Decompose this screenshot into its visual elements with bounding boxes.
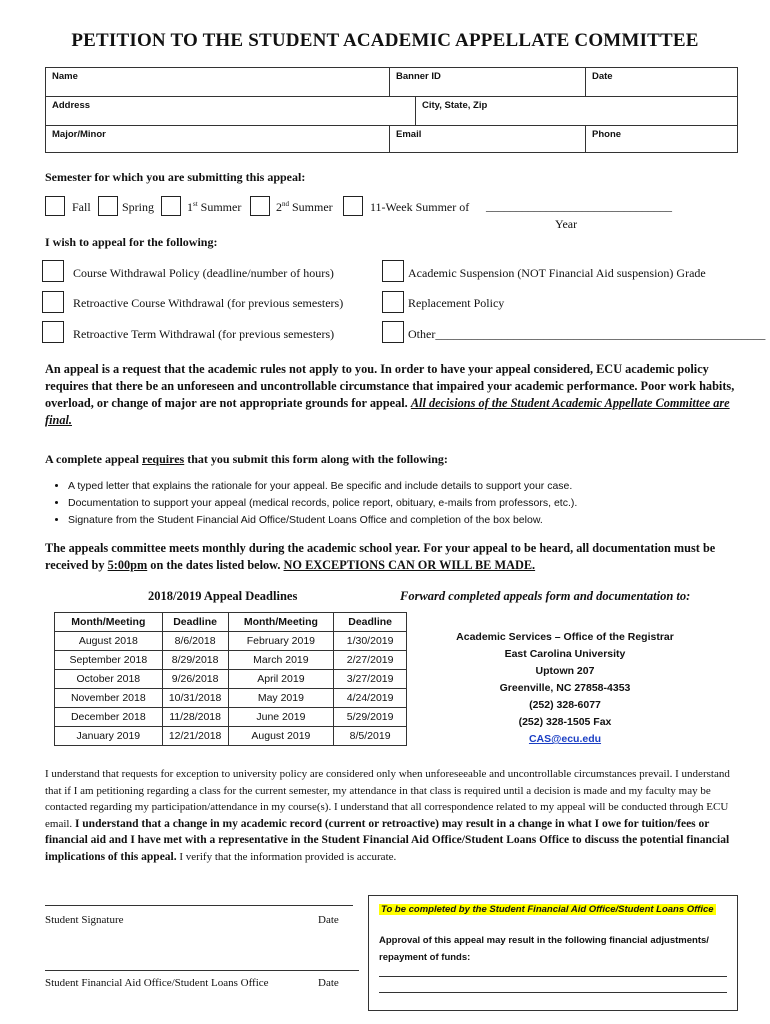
summer1-checkbox[interactable] [161, 196, 181, 216]
table-cell: 9/26/2018 [162, 670, 228, 689]
deadlines-table [54, 612, 407, 746]
table-cell: 1/30/2019 [334, 632, 407, 651]
appeal-prompt: I wish to appeal for the following: [45, 235, 218, 249]
office-box-body: Approval of this appeal may result in the following financial adjustments/ repayment of funds: [379, 935, 709, 963]
student-signature-line[interactable] [45, 905, 353, 906]
phone-field[interactable] [585, 126, 739, 153]
course-withdrawal-label: Course Withdrawal Policy (deadline/number of hours) [73, 266, 334, 280]
major-minor-field[interactable] [46, 126, 389, 153]
table-cell: August 2019 [228, 727, 334, 746]
table-row [55, 689, 407, 708]
address-line: Greenville, NC 27858-4353 [499, 682, 631, 694]
academic-suspension-label: Academic Suspension (NOT Financial Aid suspension) Grade [408, 266, 706, 280]
table-cell: 8/6/2018 [162, 632, 228, 651]
table-row [55, 727, 407, 746]
date-label: Date [592, 71, 613, 82]
committee-paragraph: The appeals committee meets monthly during the academic school year. For your appeal to be heard, all documentation must be received by 5:00pm on the dates listed below. NO EXCEPTIONS CAN OR WILL BE MADE. [45, 541, 716, 572]
name-label: Name [52, 71, 78, 82]
table-cell: 3/27/2019 [334, 670, 407, 689]
date-label: Date [318, 914, 339, 926]
fall-label: Fall [72, 200, 91, 214]
address-line: Uptown 207 [535, 665, 595, 677]
requirements-list [46, 478, 758, 529]
address-label: Address [52, 100, 91, 111]
decisions-final-text: All decisions of the Student Academic Appellate Committee are final. [45, 396, 730, 427]
email-label: Email [396, 129, 422, 140]
summer2-label: 2nd Summer [276, 200, 333, 214]
table-row [55, 670, 407, 689]
table-cell: 8/5/2019 [334, 727, 407, 746]
office-box-heading: To be completed by the Student Financial Aid Office/Student Loans Office [381, 904, 714, 915]
address-field[interactable] [46, 97, 415, 125]
summer-year-field[interactable]: _______________________________ [486, 199, 672, 213]
mailing-address [420, 629, 710, 748]
table-row [55, 708, 407, 727]
other-checkbox[interactable] [382, 321, 404, 343]
fall-checkbox[interactable] [45, 196, 65, 216]
appeal-intro-paragraph: An appeal is a request that the academic rules not apply to you. In order to have your appeal considered, ECU academic policy requires that there be an unforeseen and uncontrollable circumstance that impaired your academic performance. Poor work habits, overload, or change of major are not appropriate grounds for appeal. All decisions of the Student Academic Appellate Committee are final. [45, 362, 735, 427]
retro-term-label: Retroactive Term Withdrawal (for previous semesters) [73, 327, 335, 341]
address-line: Academic Services – Office of the Registrar [456, 631, 674, 643]
table-row [55, 632, 407, 651]
deadlines-heading: 2018/2019 Appeal Deadlines [148, 589, 298, 603]
semester-prompt: Semester for which you are submitting this appeal: [45, 170, 306, 184]
eleven-week-label: 11-Week Summer of [370, 200, 470, 214]
table-cell: 8/29/2018 [162, 651, 228, 670]
address-line: East Carolina University [504, 648, 626, 660]
table-cell: December 2018 [55, 708, 163, 727]
course-withdrawal-checkbox[interactable] [42, 260, 64, 282]
office-signature-line[interactable] [45, 970, 359, 971]
column-header: Month/Meeting [55, 613, 163, 632]
table-cell: 5/29/2019 [334, 708, 407, 727]
eleven-week-checkbox[interactable] [343, 196, 363, 216]
retro-course-checkbox[interactable] [42, 291, 64, 313]
adjustment-line[interactable] [379, 976, 727, 977]
table-cell: February 2019 [228, 632, 334, 651]
table-cell: March 2019 [228, 651, 334, 670]
deadline-time: 5:00pm [107, 558, 148, 572]
table-cell: 4/24/2019 [334, 689, 407, 708]
student-signature-label: Student Signature [45, 914, 124, 926]
spring-label: Spring [122, 200, 155, 214]
date-field[interactable] [585, 68, 739, 96]
banner-id-label: Banner ID [396, 71, 441, 82]
list-item: • A typed letter that explains the rationale for your appeal. Be specific and include details to support your case. [68, 478, 758, 495]
phone-label: Phone [592, 129, 622, 140]
page-title: PETITION TO THE STUDENT ACADEMIC APPELLATE COMMITTEE [71, 30, 699, 51]
city-state-zip-field[interactable] [415, 97, 739, 125]
email-link[interactable]: CAS@ecu.edu [528, 733, 602, 745]
retro-term-checkbox[interactable] [42, 321, 64, 343]
phone-line: (252) 328-6077 [529, 699, 601, 711]
table-cell: November 2018 [55, 689, 163, 708]
table-header-row [55, 613, 407, 632]
forward-heading: Forward completed appeals form and documentation to: [400, 589, 691, 603]
other-label: Other_______________________________________________________ [408, 327, 766, 341]
table-cell: January 2019 [55, 727, 163, 746]
no-exceptions-text: NO EXCEPTIONS CAN OR WILL BE MADE. [283, 558, 536, 572]
table-cell: 12/21/2018 [162, 727, 228, 746]
table-cell: 11/28/2018 [162, 708, 228, 727]
banner-id-field[interactable] [389, 68, 585, 96]
list-item: • Signature from the Student Financial Aid Office/Student Loans Office and completion of the box below. [68, 512, 758, 529]
table-cell: 10/31/2018 [162, 689, 228, 708]
acknowledgment-paragraph: I understand that requests for exception to university policy are considered only when unforeseeable and uncontrollable circumstances prevail. I understand that if I am petitioning regarding a class for the current semester, my attendance in that class is required until a decision is made and my faculty may be contacted regarding my participation/attendance in my course(s). I understand that all correspondence related to my appeal will be conducted through ECU email. I understand that a change in my academic record (current or retroactive) may result in a change in what I owe for tuition/fees or financial aid and I have met with a representative in the Student Financial Aid Office/Student Loans Office to discuss the potential financial implications of this appeal. I verify that the information provided is accurate. [45, 768, 730, 863]
table-cell: September 2018 [55, 651, 163, 670]
name-field[interactable] [46, 68, 389, 96]
academic-suspension-checkbox[interactable] [382, 260, 404, 282]
replacement-checkbox[interactable] [382, 291, 404, 313]
list-item: • Documentation to support your appeal (medical records, police report, obituary, e-mails from professors, etc.). [68, 495, 758, 512]
year-label: Year [555, 217, 578, 231]
fax-line: (252) 328-1505 Fax [518, 716, 612, 728]
date-label: Date [318, 977, 339, 989]
replacement-label: Replacement Policy [408, 296, 505, 310]
table-cell: 2/27/2019 [334, 651, 407, 670]
column-header: Deadline [162, 613, 228, 632]
table-row [55, 651, 407, 670]
column-header: Deadline [334, 613, 407, 632]
table-cell: October 2018 [55, 670, 163, 689]
column-header: Month/Meeting [228, 613, 334, 632]
table-cell: August 2018 [55, 632, 163, 651]
email-field[interactable] [389, 126, 585, 153]
student-info-grid [45, 67, 738, 153]
table-cell: May 2019 [228, 689, 334, 708]
summer1-label: 1st Summer [187, 200, 242, 214]
spring-checkbox[interactable] [98, 196, 118, 216]
office-use-box [368, 895, 738, 1011]
adjustment-line[interactable] [379, 992, 727, 993]
table-cell: April 2019 [228, 670, 334, 689]
summer2-checkbox[interactable] [250, 196, 270, 216]
city-state-zip-label: City, State, Zip [422, 100, 488, 111]
table-cell: June 2019 [228, 708, 334, 727]
office-signature-label: Student Financial Aid Office/Student Loans Office [45, 977, 269, 989]
major-minor-label: Major/Minor [52, 129, 106, 140]
requirements-lead: A complete appeal requires that you submit this form along with the following: [45, 452, 448, 466]
retro-course-label: Retroactive Course Withdrawal (for previous semesters) [73, 296, 344, 310]
